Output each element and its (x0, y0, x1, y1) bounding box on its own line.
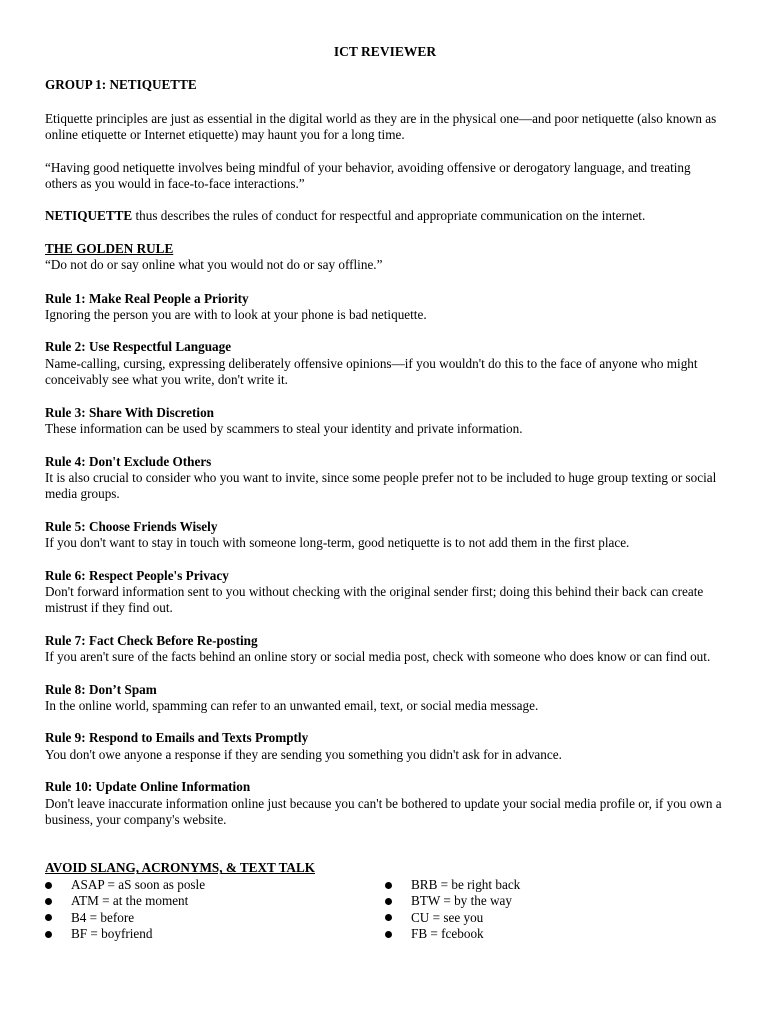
group-title: GROUP 1: NETIQUETTE (45, 77, 197, 93)
slang-item-text: BTW = by the way (411, 893, 512, 909)
golden-rule-heading: THE GOLDEN RULE (45, 240, 174, 256)
rule-text: Don't leave inaccurate information online just because you can't be bothered to update your social media profile or, if you own a business, your company's website. (45, 795, 722, 827)
document-page (45, 44, 725, 942)
bullet-icon (45, 898, 52, 905)
rule-block (45, 730, 725, 763)
bullet-icon (385, 931, 392, 938)
bullet-icon (385, 914, 392, 921)
bullet-icon (385, 882, 392, 889)
rule-block (45, 568, 725, 617)
rule-text: If you don't want to stay in touch with someone long-term, good netiquette is to not add them in the first place. (45, 535, 630, 551)
rule-text: Ignoring the person you are with to look at your phone is bad netiquette. (45, 307, 427, 323)
definition-paragraph (45, 208, 725, 224)
slang-list-item (385, 877, 725, 893)
rule-text: You don't owe anyone a response if they are sending you something you didn't ask for in advance. (45, 746, 562, 762)
slang-item-text: FB = fcebook (411, 925, 484, 941)
slang-list-item (45, 926, 385, 942)
slang-list-item (385, 910, 725, 926)
slang-item-text: CU = see you (411, 909, 484, 925)
rule-heading: Rule 2: Use Respectful Language (45, 339, 232, 355)
rule-heading: Rule 8: Don’t Spam (45, 681, 157, 697)
rule-block (45, 454, 725, 503)
rule-text: Don't forward information sent to you without checking with the original sender first; doing this behind their back can create mistrust if they find out. (45, 583, 704, 616)
slang-columns (45, 877, 725, 943)
rule-text: Name-calling, cursing, expressing deliberately offensive opinions—if you wouldn't do this to the face of anyone who might conceivably see what you write, don't write it. (45, 355, 698, 388)
rule-block (45, 405, 725, 438)
rule-heading: Rule 4: Don't Exclude Others (45, 453, 212, 469)
rule-heading: Rule 3: Share With Discretion (45, 404, 215, 420)
slang-column-right (385, 877, 725, 943)
rule-heading: Rule 1: Make Real People a Priority (45, 290, 249, 306)
rule-text: It is also crucial to consider who you want to invite, since some people prefer not to be included to huge group texting or social media groups. (45, 469, 717, 502)
slang-list-item (45, 910, 385, 926)
intro-paragraph: Etiquette principles are just as essential in the digital world as they are in the physical one—and poor netiquette (also known as online etiquette or Internet etiquette) may haunt you for a long time. (45, 110, 717, 143)
slang-item-text: BRB = be right back (411, 876, 521, 892)
rule-block (45, 339, 725, 388)
slang-column-left (45, 877, 385, 943)
slang-list-item (45, 893, 385, 909)
quote-paragraph: “Having good netiquette involves being mindful of your behavior, avoiding offensive or derogatory language, and treating others as you would in face-to-face interactions.” (45, 159, 691, 192)
bullet-icon (385, 898, 392, 905)
rule-text: If you aren't sure of the facts behind an online story or social media post, check with someone who does know or can find out. (45, 649, 711, 665)
rule-block (45, 682, 725, 715)
slang-item-text: B4 = before (71, 909, 135, 925)
slang-list-item (385, 926, 725, 942)
rule-block (45, 633, 725, 666)
rule-block (45, 519, 725, 552)
slang-section (45, 860, 725, 942)
slang-item-text: BF = boyfriend (71, 925, 153, 941)
bullet-icon (45, 914, 52, 921)
slang-item-text: ASAP = aS soon as posle (71, 876, 206, 892)
rule-block (45, 779, 725, 828)
bullet-icon (45, 882, 52, 889)
rule-heading: Rule 6: Respect People's Privacy (45, 567, 229, 583)
bullet-icon (45, 931, 52, 938)
rule-heading: Rule 9: Respond to Emails and Texts Promptly (45, 730, 309, 746)
rule-heading: Rule 5: Choose Friends Wisely (45, 518, 218, 534)
rule-text: In the online world, spamming can refer to an unwanted email, text, or social media message. (45, 697, 539, 713)
golden-rule-text: “Do not do or say online what you would not do or say offline.” (45, 257, 383, 273)
definition-text: thus describes the rules of conduct for respectful and appropriate communication on the internet. (132, 208, 646, 224)
rule-text: These information can be used by scammers to steal your identity and private information. (45, 421, 523, 437)
slang-heading: AVOID SLANG, ACRONYMS, & TEXT TALK (45, 860, 316, 876)
rule-heading: Rule 7: Fact Check Before Re-posting (45, 632, 258, 648)
slang-list-item (385, 893, 725, 909)
rule-block (45, 291, 725, 324)
definition-term: NETIQUETTE (45, 208, 133, 224)
slang-item-text: ATM = at the moment (71, 893, 189, 909)
slang-list-item (45, 877, 385, 893)
document-title: ICT REVIEWER (333, 44, 437, 59)
rule-heading: Rule 10: Update Online Information (45, 779, 251, 795)
golden-rule (45, 241, 725, 274)
